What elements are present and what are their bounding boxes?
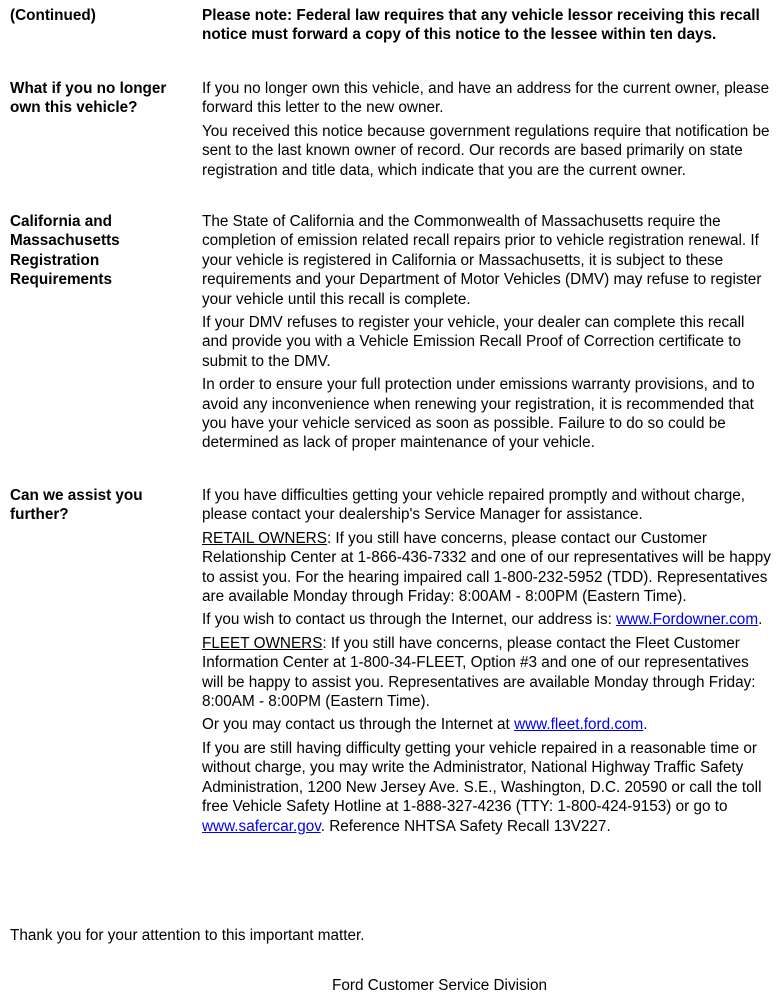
retail-owners-paragraph [202,529,772,607]
ca-ma-paragraph-2: If your DMV refuses to register your vehicle, your dealer can complete this recall and provide you with a Vehicle Emission Recall Proof of Correction certificate to submit to the DMV. [202,314,745,370]
ca-ma-label: California and Massachusetts Registration Requirements [10,213,120,289]
fleet-internet-text: Or you may contact us through the Internet at [202,716,515,734]
internet-end: . [758,611,763,629]
fleet-internet-paragraph [202,715,772,734]
assist-paragraph-1: If you have difficulties getting your vehicle repaired promptly and without charge, please contact your dealership's Service Manager for assistance. [202,487,746,524]
no-longer-own-paragraph-2: You received this notice because government regulations require that notification be sent to the last known owner of record. Our records are based primarily on state registration and title data, which indicate that you are the current owner. [202,122,770,179]
fleet-ford-link[interactable]: www.fleet.ford.com [514,716,644,734]
no-longer-own-paragraph-1: If you no longer own this vehicle, and have an address for the current owner, please forward this letter to the new owner. [202,80,770,117]
nhtsa-paragraph [202,739,772,836]
fleet-owners-paragraph [202,634,772,712]
internet-text: If you wish to contact us through the Internet, our address is: [202,611,617,629]
fleet-owners-text: : If you still have concerns, please contact the Fleet Customer Information Center at 1-800-34-FLEET, Option #3 and one of our representatives will be happy to assist you. Representatives are available Monday through Friday: 8:00AM - 8:00PM (Eastern Time). [202,634,756,711]
retail-owners-heading: RETAIL OWNERS [202,529,327,547]
closing-thanks: Thank you for your attention to this important matter. [10,927,365,944]
continued-label: (Continued) [10,7,96,24]
fordowner-link[interactable]: www.Fordowner.com [616,611,759,629]
nhtsa-end: . Reference NHTSA Safety Recall 13V227. [320,817,611,835]
safercar-link[interactable]: www.safercar.gov [202,817,321,835]
ca-ma-paragraph-1: The State of California and the Commonwealth of Massachusetts require the completion of emission related recall repairs prior to vehicle registration renewal. If your vehicle is registered in California or Massachusetts, it is subject to these requirements and your Department of Motor Vehicles (DMV) may refuse to register your vehicle until this recall is complete. [202,213,762,308]
ca-ma-paragraph-3: In order to ensure your full protection under emissions warranty provisions, and to avoid any inconvenience when renewing your registration, it is recommended that you have your vehicle serviced as soon as possible. Failure to do so could be determined as lack of proper maintenance of your vehicle. [202,376,755,452]
fleet-internet-end: . [643,716,648,734]
nhtsa-text: If you are still having difficulty getting your vehicle repaired in a reasonable time or without charge, you may write the Administrator, National Highway Traffic Safety Administration, 1200 New Jersey Ave. S.E., Washington, D.C. 20590 or call the toll free Vehicle Safety Hotline at 1-888-327-4236 (TTY: 1-800-424-9153) or go to [202,739,762,816]
assist-label: Can we assist you further? [10,487,143,524]
fleet-owners-heading: FLEET OWNERS [202,634,323,652]
internet-paragraph [202,610,772,629]
retail-owners-text: : If you still have concerns, please contact our Customer Relationship Center at 1-866-436-7332 and one of our representatives will be happy to assist you. For the hearing impaired call 1-800-232-5952 (TDD). Representatives are available Monday through Friday: 8:00AM - 8:00PM (Eastern Time). [202,529,771,606]
no-longer-own-label: What if you no longer own this vehicle? [10,80,167,117]
lessor-note: Please note: Federal law requires that any vehicle lessor receiving this recall notice must forward a copy of this notice to the lessee within ten days. [202,7,760,44]
signature: Ford Customer Service Division [332,977,548,994]
